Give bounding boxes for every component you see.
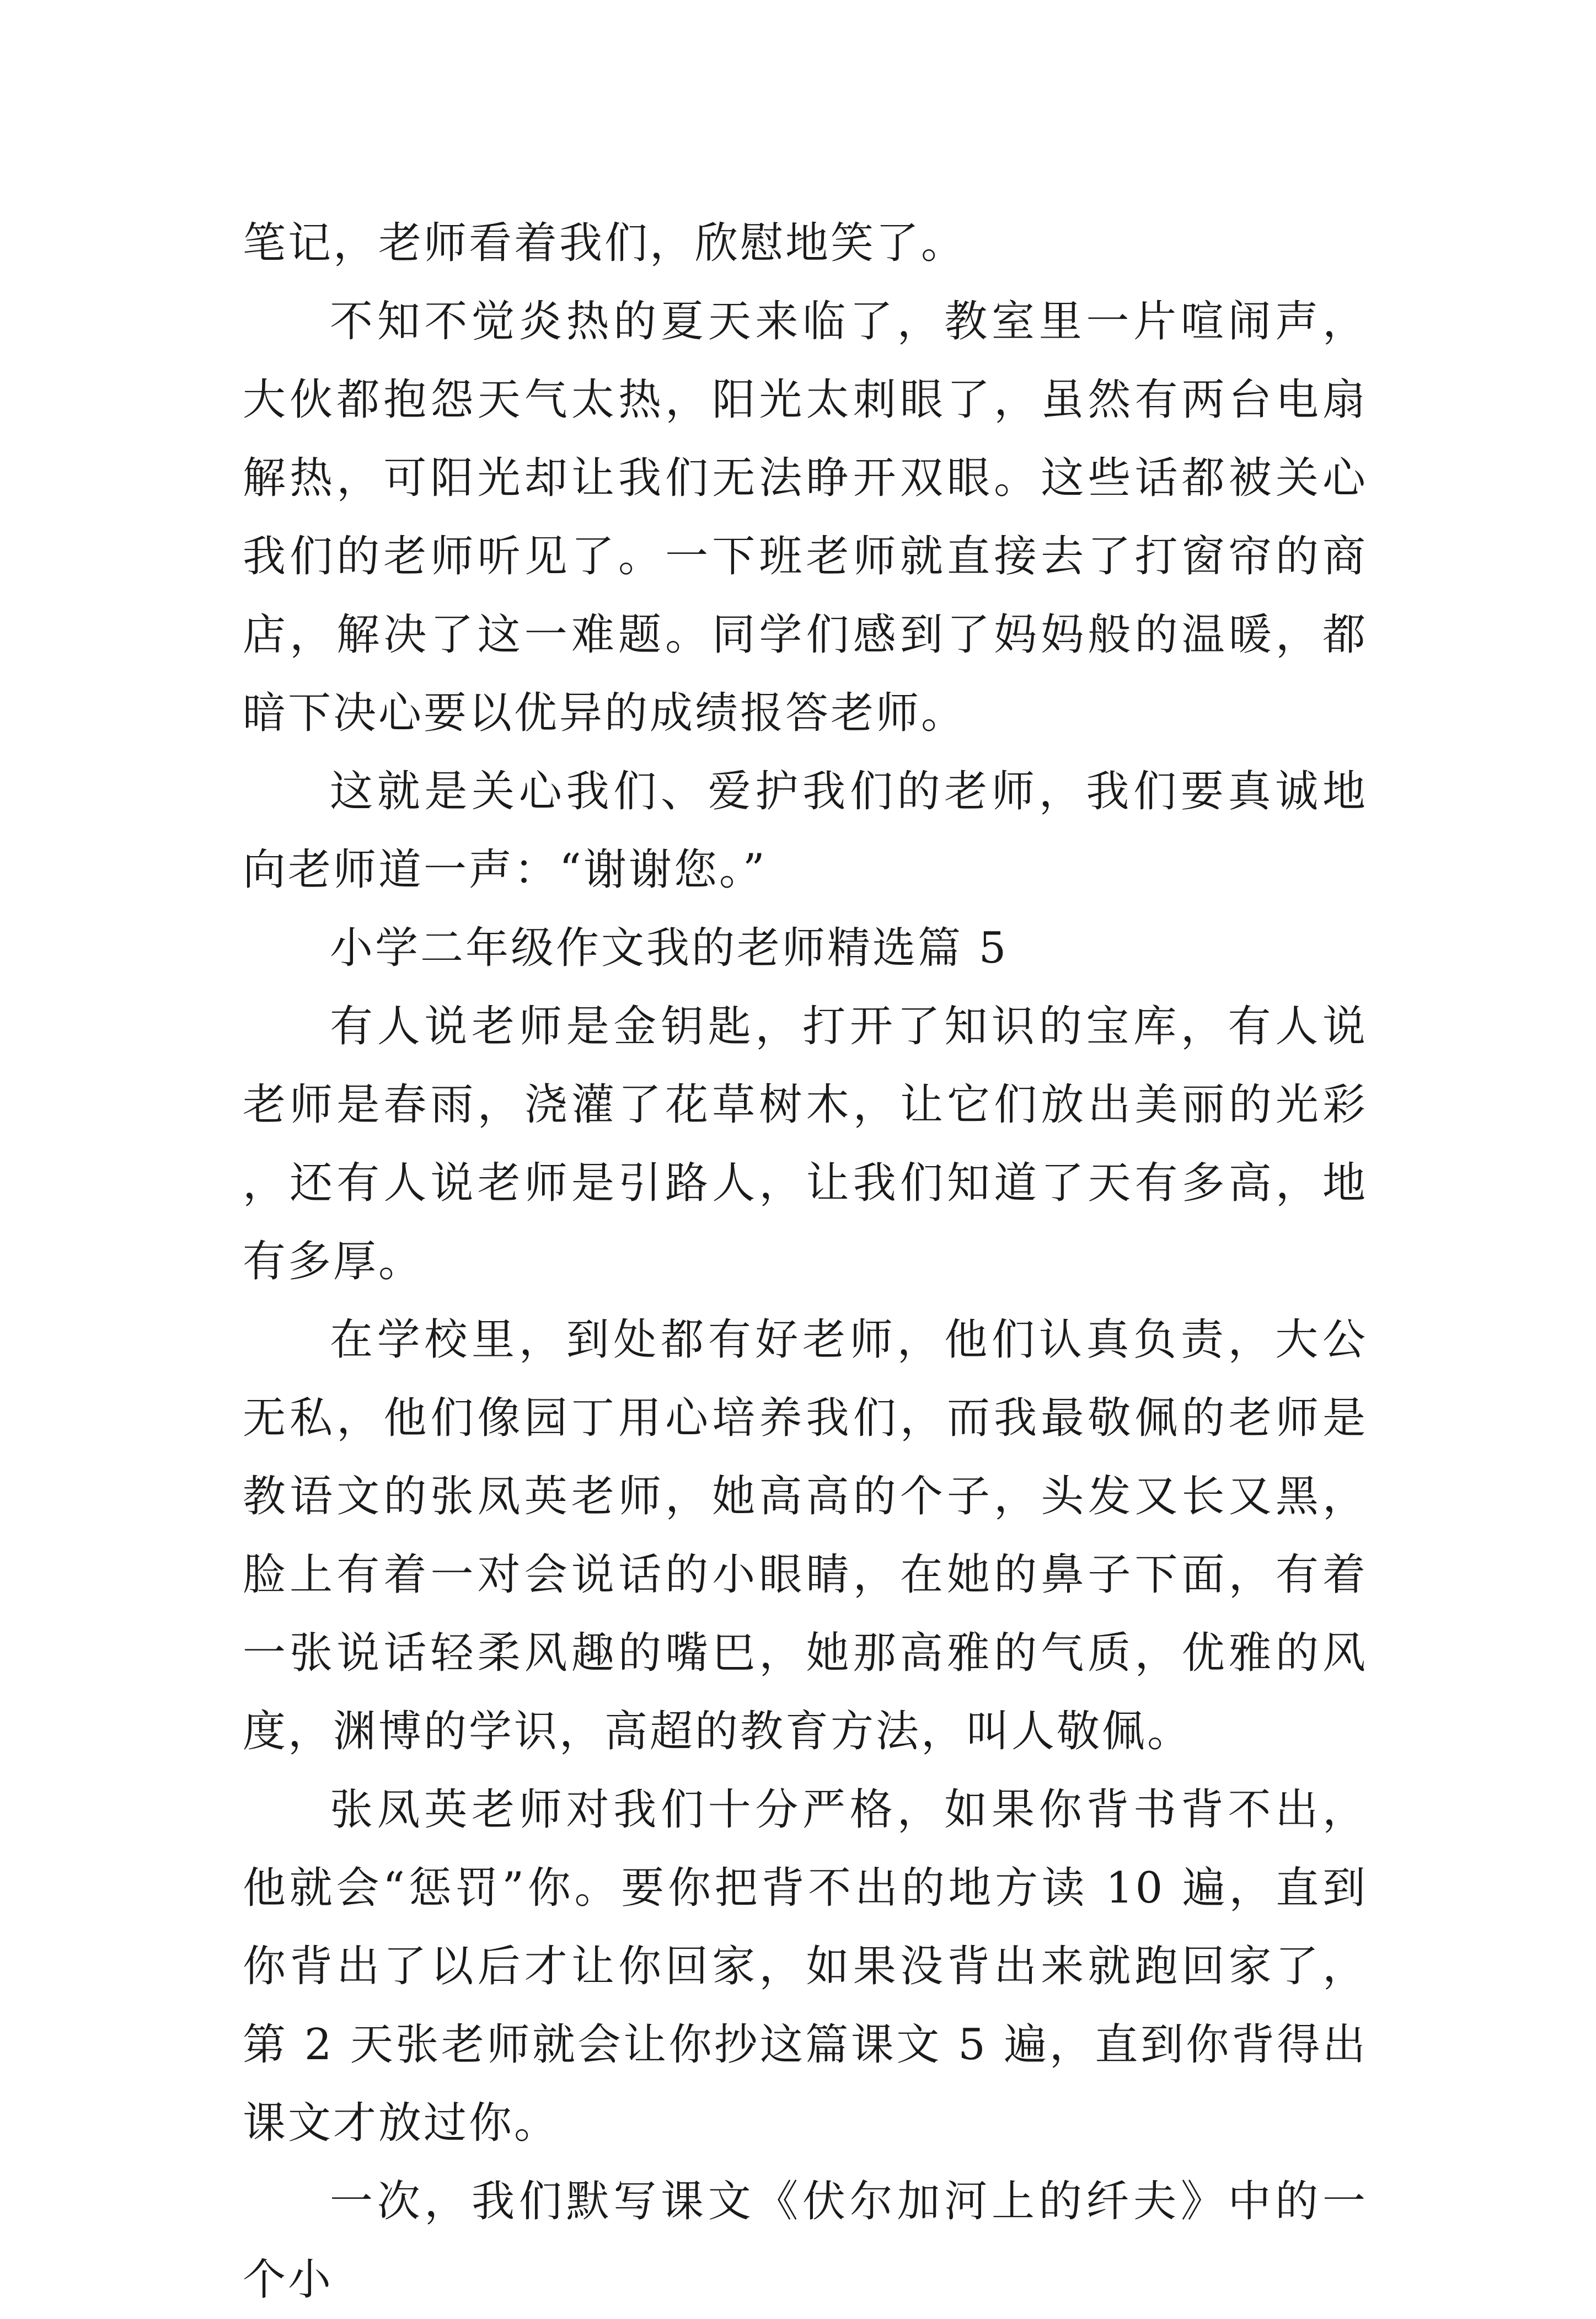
paragraph-thanks: 这就是关心我们、爱护我们的老师，我们要真诚地向老师道一声：“谢谢您。” <box>243 767 1368 895</box>
paragraph-metaphors: 有人说老师是金钥匙，打开了知识的宝库，有人说老师是春雨，浇灌了花草树木，让它们放出美丽的光彩，还有人说老师是引路人，让我们知道了天有多高，地有多厚。 <box>243 1002 1368 1286</box>
section-heading: 小学二年级作文我的老师精选篇 5 <box>330 923 1009 973</box>
document-body <box>243 204 1368 2319</box>
paragraph-teacher-description: 在学校里，到处都有好老师，他们认真负责，大公无私，他们像园丁用心培养我们，而我最敬佩的老师是教语文的张凤英老师，她高高的个子，头发又长又黑，脸上有着一对会说话的小眼睛，在她的鼻子下面，有着一张说话轻柔风趣的嘴巴，她那高雅的气质，优雅的风度，渊博的学识，高超的教育方法，叫人敬佩。 <box>243 1315 1368 1756</box>
paragraph-continuation: 笔记，老师看着我们，欣慰地笑了。 <box>243 218 967 268</box>
paragraph-strictness: 张凤英老师对我们十分严格，如果你背书背不出，他就会“惩罚”你。要你把背不出的地方读 10 遍，直到你背出了以后才让你回家，如果没背出来就跑回家了，第 2 天张老师就会让你抄这篇课文 5 遍，直到你背得出课文才放过你。 <box>243 1785 1368 2148</box>
paragraph-summer: 不知不觉炎热的夏天来临了，教室里一片喧闹声，大伙都抱怨天气太热，阳光太刺眼了，虽然有两台电扇解热，可阳光却让我们无法睁开双眼。这些话都被关心我们的老师听见了。一下班老师就直接去了打窗帘的商店，解决了这一难题。同学们感到了妈妈般的温暖，都暗下决心要以优异的成绩报答老师。 <box>243 297 1368 738</box>
paragraph-dictation: 一次，我们默写课文《伏尔加河上的纤夫》中的一个小 <box>243 2177 1368 2305</box>
